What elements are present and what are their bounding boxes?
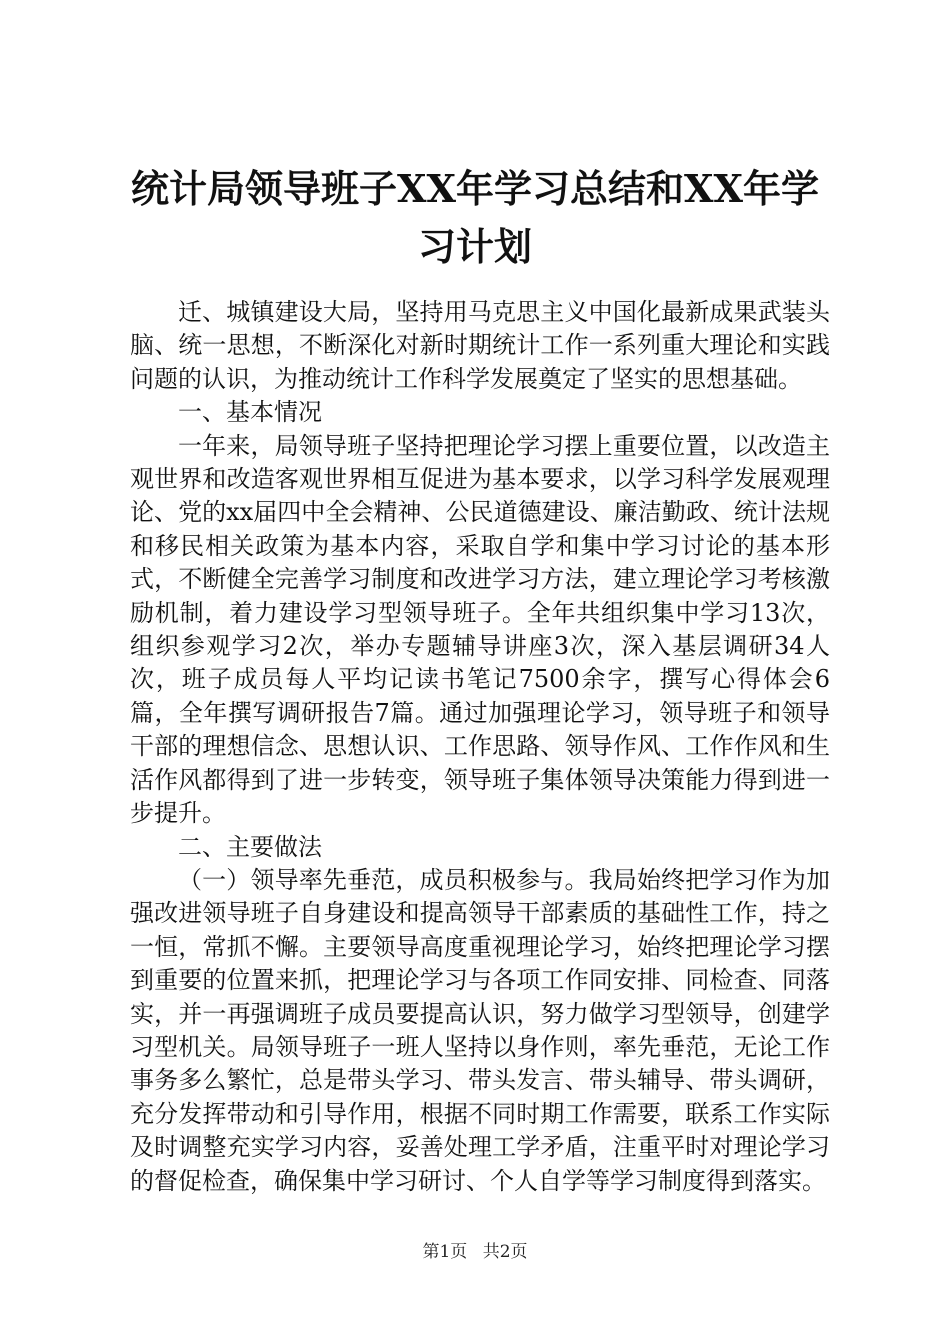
page-footer bbox=[0, 1240, 950, 1264]
section-heading-main-practices: 二、主要做法 bbox=[178, 832, 322, 861]
basic-situation-paragraph: 一年来，局领导班子坚持把理论学习摆上重要位置，以改造主观世界和改造客观世界相互促进为基本要求，以学习科学发展观理论、党的xx届四中全会精神、公民道德建设、廉洁勤政、统计法规和移民相关政策为基本内容，采取自学和集中学习讨论的基本形式，不断健全完善学习制度和改进学习方法，建立理论学习考核激励机制，着力建设学习型领导班子。全年共组织集中学习13次，组织参观学习2次，举办专题辅导讲座3次，深入基层调研34人次，班子成员每人平均记读书笔记7500余字，撰写心得体会6篇，全年撰写调研报告7篇。通过加强理论学习，领导班子和领导干部的理想信念、思想认识、工作思路、领导作风、工作作风和生活作风都得到了进一步转变，领导班子集体领导决策能力得到进一步提升。 bbox=[130, 431, 830, 828]
page-number-current: 第1页 bbox=[422, 1242, 468, 1262]
document-title: 统计局领导班子XX年学习总结和XX年学习计划 bbox=[131, 166, 819, 269]
intro-paragraph: 迁、城镇建设大局，坚持用马克思主义中国化最新成果武装头脑、统一思想，不断深化对新时期统计工作一系列重大理论和实践问题的认识，为推动统计工作科学发展奠定了坚实的思想基础。 bbox=[130, 298, 830, 393]
section-heading-basic-situation: 一、基本情况 bbox=[178, 398, 322, 427]
main-practices-paragraph: （一）领导率先垂范，成员积极参与。我局始终把学习作为加强改进领导班子自身建设和提高领导干部素质的基础性工作，持之一恒，常抓不懈。主要领导高度重视理论学习，始终把理论学习摆到重要的位置来抓，把理论学习与各项工作同安排、同检查、同落实，并一再强调班子成员要提高认识，努力做学习型领导，创建学习型机关。局领导班子一班人坚持以身作则，率先垂范，无论工作事务多么繁忙，总是带头学习、带头发言、带头辅导、带头调研，充分发挥带动和引导作用，根据不同时期工作需要，联系工作实际及时调整充实学习内容，妥善处理工学矛盾，注重平时对理论学习的督促检查，确保集中学习研讨、个人自学等学习制度得到落实。 bbox=[130, 865, 830, 1195]
document-body bbox=[130, 296, 830, 1198]
page-number-total: 共2页 bbox=[482, 1242, 528, 1262]
